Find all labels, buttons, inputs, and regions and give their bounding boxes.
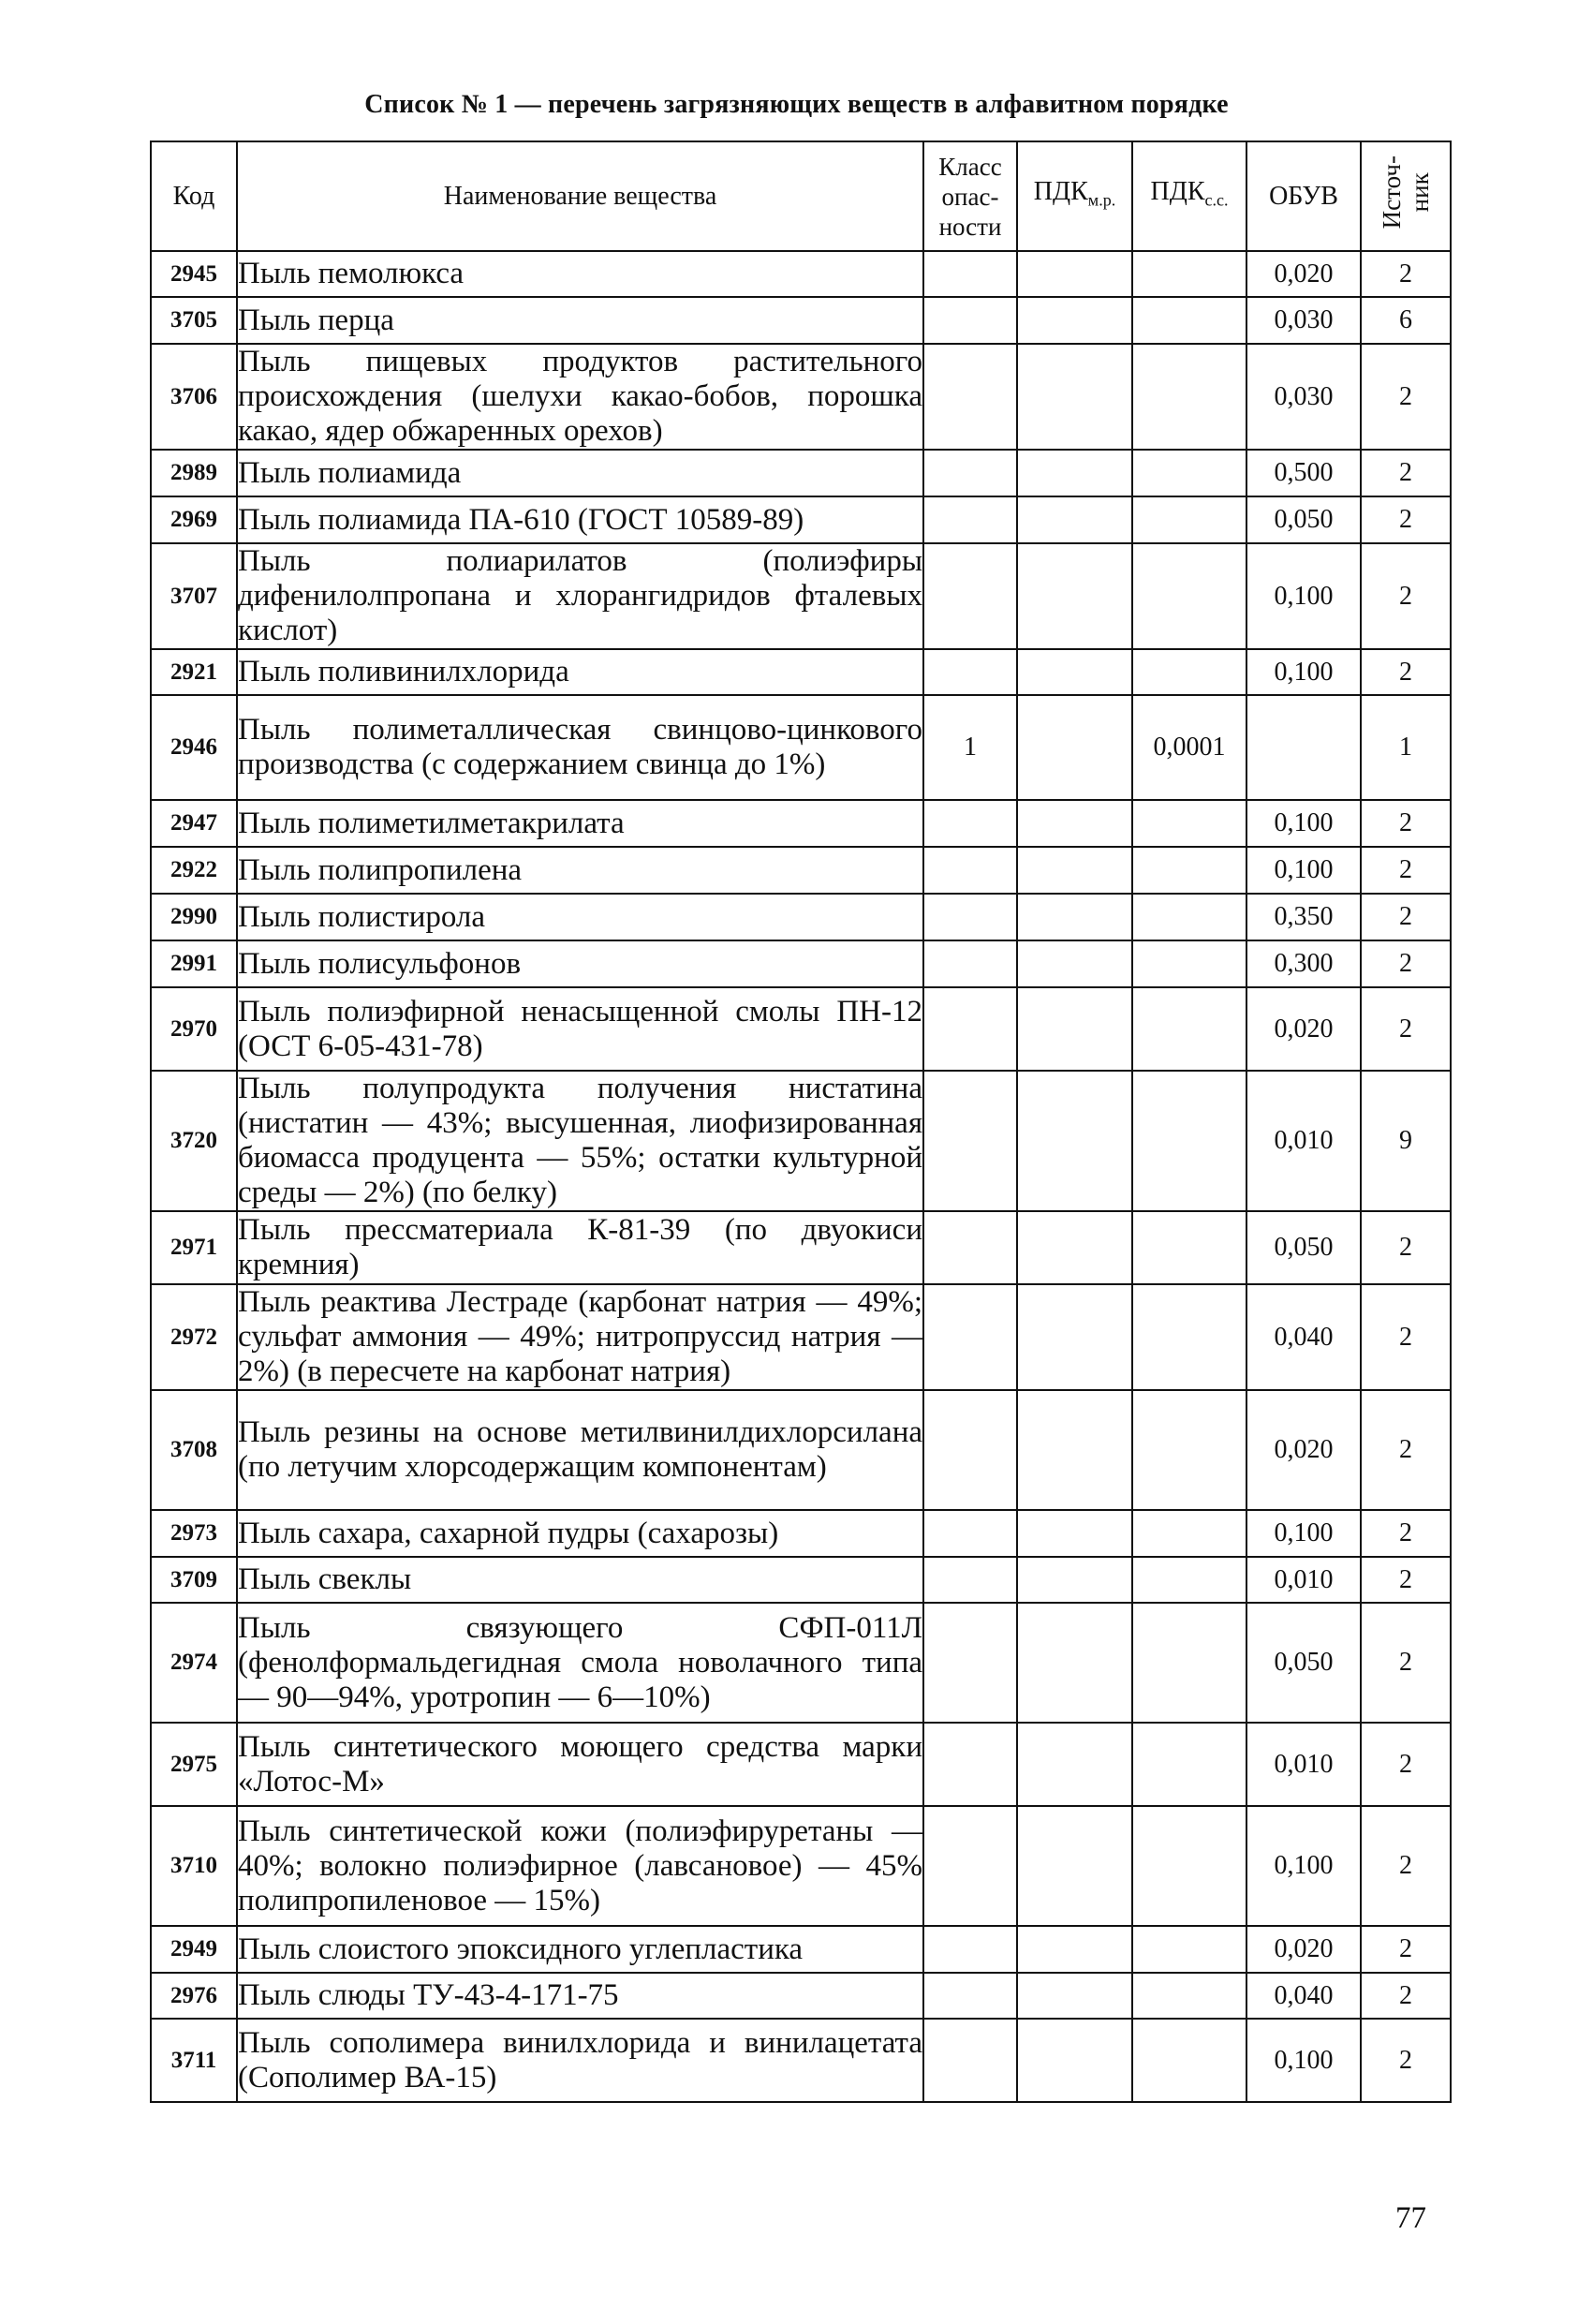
row-source: 2	[1361, 1211, 1451, 1284]
row-name: Пыль полиметаллическая свинцово-цинкового производства (с содержанием свинца до 1%)	[237, 695, 923, 800]
table-row	[151, 1284, 1451, 1390]
row-pdk-mr	[1017, 1071, 1132, 1211]
row-name: Пыль полупродукта получения нистатина (нистатин — 43%; высушенная, лиофизированная биомасса продуцента — 55%; остатки культурной среды — 2%) (по белку)	[238, 1072, 922, 1209]
row-name: Пыль полистирола	[237, 894, 923, 940]
row-hazard-class	[923, 297, 1017, 344]
row-pdk-mr	[1017, 1806, 1132, 1926]
row-pdk-mr	[1017, 1603, 1132, 1723]
row-name: Пыль поливинилхлорида	[237, 649, 923, 695]
header-pdk-ss-sub: с.с.	[1204, 190, 1229, 210]
table-row	[151, 695, 1451, 800]
row-obuv: 0,050	[1246, 1211, 1361, 1284]
row-pdk-ss	[1132, 297, 1246, 344]
table-row	[151, 1926, 1451, 1973]
row-name: Пыль полисульфонов	[237, 940, 923, 987]
row-obuv: 0,040	[1246, 1973, 1361, 2019]
row-name: Пыль перца	[237, 297, 923, 344]
row-hazard-class	[923, 344, 1017, 450]
header-obuv: ОБУВ	[1246, 141, 1361, 251]
row-name: Пыль полиамида ПА-610 (ГОСТ 10589-89)	[237, 496, 923, 543]
row-pdk-mr	[1017, 496, 1132, 543]
row-obuv: 0,100	[1246, 1806, 1361, 1926]
row-pdk-ss	[1132, 450, 1246, 496]
row-obuv: 0,010	[1246, 1071, 1361, 1211]
header-hazard-class	[923, 141, 1017, 251]
row-obuv: 0,020	[1246, 251, 1361, 297]
row-code: 2972	[151, 1284, 237, 1390]
row-pdk-ss	[1132, 2019, 1246, 2102]
row-source: 2	[1361, 251, 1451, 297]
row-hazard-class	[923, 940, 1017, 987]
row-hazard-class	[923, 847, 1017, 894]
row-hazard-class	[923, 987, 1017, 1071]
header-name: Наименование вещества	[237, 141, 923, 251]
table-row	[151, 1390, 1451, 1510]
table-body	[151, 251, 1451, 2102]
row-source: 2	[1361, 940, 1451, 987]
row-pdk-mr	[1017, 2019, 1132, 2102]
row-obuv: 0,500	[1246, 450, 1361, 496]
row-obuv: 0,020	[1246, 1390, 1361, 1510]
row-name: Пыль полиамида	[237, 450, 923, 496]
table-row	[151, 344, 1451, 450]
row-hazard-class	[923, 251, 1017, 297]
row-source: 2	[1361, 1926, 1451, 1973]
row-hazard-class	[923, 450, 1017, 496]
row-name: Пыль сополимера винилхлорида и винилацетата (Сополимер ВА-15)	[237, 2019, 923, 2102]
row-hazard-class	[923, 543, 1017, 649]
row-obuv: 0,100	[1246, 1510, 1361, 1557]
header-pdk-ss-label: ПДК	[1150, 177, 1205, 207]
row-obuv: 0,100	[1246, 543, 1361, 649]
row-code: 3710	[151, 1806, 237, 1926]
row-obuv: 0,100	[1246, 800, 1361, 847]
row-hazard-class	[923, 1510, 1017, 1557]
row-pdk-mr	[1017, 940, 1132, 987]
row-pdk-mr	[1017, 251, 1132, 297]
row-obuv: 0,350	[1246, 894, 1361, 940]
row-pdk-ss: 0,0001	[1132, 695, 1246, 800]
row-code: 2921	[151, 649, 237, 695]
row-name: Пыль синтетической кожи (полиэфируретаны — 40%; волокно полиэфирное (лавсановое) — 45% полипропиленовое — 15%)	[237, 1806, 923, 1926]
table-row	[151, 1806, 1451, 1926]
row-hazard-class	[923, 1071, 1017, 1211]
row-source: 2	[1361, 1284, 1451, 1390]
row-source: 2	[1361, 987, 1451, 1071]
row-pdk-ss	[1132, 1926, 1246, 1973]
table-row	[151, 2019, 1451, 2102]
row-pdk-ss	[1132, 543, 1246, 649]
row-name: Пыль полиарилатов (полиэфиры дифенилолпропана и хлорангидридов фталевых кислот)	[238, 544, 922, 647]
row-source: 2	[1361, 800, 1451, 847]
row-pdk-mr	[1017, 1723, 1132, 1806]
row-pdk-ss	[1132, 1603, 1246, 1723]
row-hazard-class	[923, 1806, 1017, 1926]
row-code: 2976	[151, 1973, 237, 2019]
row-code: 2969	[151, 496, 237, 543]
row-source: 2	[1361, 1557, 1451, 1603]
row-obuv: 0,010	[1246, 1723, 1361, 1806]
row-hazard-class	[923, 1390, 1017, 1510]
substance-table	[150, 141, 1452, 2103]
row-pdk-mr	[1017, 1211, 1132, 1284]
table-row	[151, 1510, 1451, 1557]
row-obuv: 0,100	[1246, 649, 1361, 695]
row-code: 2971	[151, 1211, 237, 1284]
table-row	[151, 297, 1451, 344]
row-code: 2989	[151, 450, 237, 496]
page-number: 77	[1395, 2201, 1426, 2235]
row-pdk-ss	[1132, 1973, 1246, 2019]
row-code: 3708	[151, 1390, 237, 1510]
row-name: Пыль слюды ТУ-43-4-171-75	[237, 1973, 923, 2019]
row-pdk-ss	[1132, 649, 1246, 695]
row-name: Пыль сахара, сахарной пудры (сахарозы)	[237, 1510, 923, 1557]
row-hazard-class	[923, 1211, 1017, 1284]
row-source: 2	[1361, 1603, 1451, 1723]
row-pdk-ss	[1132, 1284, 1246, 1390]
row-name: Пыль свеклы	[237, 1557, 923, 1603]
table-row	[151, 649, 1451, 695]
row-obuv: 0,020	[1246, 987, 1361, 1071]
row-name: Пыль слоистого эпоксидного углепластика	[237, 1926, 923, 1973]
header-source	[1361, 141, 1451, 251]
row-hazard-class	[923, 1723, 1017, 1806]
row-source: 2	[1361, 1973, 1451, 2019]
row-pdk-mr	[1017, 800, 1132, 847]
row-pdk-ss	[1132, 344, 1246, 450]
header-hazard-class-label: Класс опас- ности	[938, 152, 1002, 241]
table-row	[151, 987, 1451, 1071]
row-code: 3707	[151, 543, 237, 649]
row-pdk-ss	[1132, 1071, 1246, 1211]
row-pdk-mr	[1017, 894, 1132, 940]
row-pdk-ss	[1132, 1510, 1246, 1557]
row-pdk-ss	[1132, 1723, 1246, 1806]
row-code: 2973	[151, 1510, 237, 1557]
row-pdk-ss	[1132, 800, 1246, 847]
table-header-row	[151, 141, 1451, 251]
row-obuv: 0,030	[1246, 344, 1361, 450]
table-row	[151, 800, 1451, 847]
row-hazard-class	[923, 1973, 1017, 2019]
header-code: Код	[151, 141, 237, 251]
row-code: 2975	[151, 1723, 237, 1806]
row-pdk-ss	[1132, 847, 1246, 894]
row-name: Пыль синтетического моющего средства марки «Лотос-М»	[237, 1723, 923, 1806]
row-code: 2922	[151, 847, 237, 894]
row-pdk-mr	[1017, 847, 1132, 894]
row-code: 3720	[151, 1071, 237, 1211]
table-row	[151, 1211, 1451, 1284]
table-row	[151, 1973, 1451, 2019]
row-code: 2949	[151, 1926, 237, 1973]
row-code: 2974	[151, 1603, 237, 1723]
header-pdk-ss	[1132, 141, 1246, 251]
table-row	[151, 1071, 1451, 1211]
row-obuv: 0,050	[1246, 496, 1361, 543]
row-code: 2990	[151, 894, 237, 940]
row-code: 2946	[151, 695, 237, 800]
row-obuv: 0,100	[1246, 847, 1361, 894]
row-source: 2	[1361, 496, 1451, 543]
row-source: 2	[1361, 1390, 1451, 1510]
row-code: 2947	[151, 800, 237, 847]
table-row	[151, 496, 1451, 543]
row-pdk-mr	[1017, 1557, 1132, 1603]
row-obuv: 0,100	[1246, 2019, 1361, 2102]
row-source: 2	[1361, 1510, 1451, 1557]
row-hazard-class	[923, 1603, 1017, 1723]
row-obuv: 0,050	[1246, 1603, 1361, 1723]
row-hazard-class	[923, 649, 1017, 695]
table-row	[151, 894, 1451, 940]
header-pdk-mr-sub: м.р.	[1087, 190, 1116, 210]
table-row	[151, 251, 1451, 297]
row-hazard-class	[923, 894, 1017, 940]
row-source: 2	[1361, 543, 1451, 649]
row-code: 3709	[151, 1557, 237, 1603]
row-pdk-mr	[1017, 344, 1132, 450]
row-obuv: 0,010	[1246, 1557, 1361, 1603]
row-pdk-ss	[1132, 987, 1246, 1071]
row-code: 3706	[151, 344, 237, 450]
row-name: Пыль полиметилметакрилата	[237, 800, 923, 847]
row-source: 1	[1361, 695, 1451, 800]
row-hazard-class	[923, 2019, 1017, 2102]
table-row	[151, 543, 1451, 649]
row-pdk-mr	[1017, 1926, 1132, 1973]
row-source: 2	[1361, 847, 1451, 894]
row-name: Пыль реактива Лестраде (карбонат натрия — 49%; сульфат аммония — 49%; нитропруссид натрия — 2%) (в пересчете на карбонат натрия)	[238, 1285, 922, 1388]
table-row	[151, 1557, 1451, 1603]
row-pdk-ss	[1132, 1390, 1246, 1510]
row-code: 3711	[151, 2019, 237, 2102]
row-hazard-class	[923, 800, 1017, 847]
row-code: 2970	[151, 987, 237, 1071]
row-source: 2	[1361, 450, 1451, 496]
header-pdk-mr-label: ПДК	[1033, 177, 1088, 207]
row-source: 9	[1361, 1071, 1451, 1211]
row-obuv: 0,030	[1246, 297, 1361, 344]
row-pdk-ss	[1132, 940, 1246, 987]
row-source: 2	[1361, 894, 1451, 940]
header-source-label: Источ- ник	[1378, 155, 1434, 229]
row-source: 6	[1361, 297, 1451, 344]
row-pdk-mr	[1017, 1973, 1132, 2019]
row-name: Пыль пемолюкса	[237, 251, 923, 297]
header-pdk-mr	[1017, 141, 1132, 251]
row-pdk-ss	[1132, 894, 1246, 940]
row-source: 2	[1361, 344, 1451, 450]
row-pdk-mr	[1017, 543, 1132, 649]
row-pdk-ss	[1132, 496, 1246, 543]
page-title: Список № 1 — перечень загрязняющих веществ в алфавитном порядке	[364, 90, 1229, 119]
row-obuv	[1246, 695, 1361, 800]
row-pdk-mr	[1017, 1510, 1132, 1557]
row-pdk-ss	[1132, 1806, 1246, 1926]
row-obuv: 0,040	[1246, 1284, 1361, 1390]
row-source: 2	[1361, 1723, 1451, 1806]
row-pdk-mr	[1017, 649, 1132, 695]
row-hazard-class	[923, 1557, 1017, 1603]
table-row	[151, 1603, 1451, 1723]
row-obuv: 0,020	[1246, 1926, 1361, 1973]
table-row	[151, 1723, 1451, 1806]
row-name: Пыль полипропилена	[237, 847, 923, 894]
row-code: 2991	[151, 940, 237, 987]
row-code: 3705	[151, 297, 237, 344]
row-pdk-ss	[1132, 251, 1246, 297]
row-pdk-mr	[1017, 987, 1132, 1071]
row-pdk-mr	[1017, 450, 1132, 496]
row-source: 2	[1361, 1806, 1451, 1926]
row-name: Пыль полиэфирной ненасыщенной смолы ПН-12 (ОСТ 6-05-431-78)	[237, 987, 923, 1071]
row-pdk-mr	[1017, 695, 1132, 800]
row-name: Пыль пищевых продуктов растительного происхождения (шелухи какао-бобов, порошка какао, ядер обжаренных орехов)	[238, 345, 922, 448]
row-name: Пыль прессматериала К-81-39 (по двуокиси кремния)	[237, 1211, 923, 1284]
row-pdk-ss	[1132, 1557, 1246, 1603]
row-pdk-mr	[1017, 297, 1132, 344]
table-row	[151, 847, 1451, 894]
row-source: 2	[1361, 649, 1451, 695]
row-name: Пыль связующего СФП-011Л (фенолформальдегидная смола новолачного типа — 90—94%, уротропин — 6—10%)	[237, 1603, 923, 1723]
row-pdk-mr	[1017, 1284, 1132, 1390]
row-hazard-class	[923, 1926, 1017, 1973]
row-pdk-mr	[1017, 1390, 1132, 1510]
row-hazard-class	[923, 496, 1017, 543]
table-row	[151, 940, 1451, 987]
row-code: 2945	[151, 251, 237, 297]
table-row	[151, 450, 1451, 496]
row-name: Пыль резины на основе метилвинилдихлорсилана (по летучим хлорсодержащим компонентам)	[237, 1390, 923, 1510]
row-hazard-class: 1	[923, 695, 1017, 800]
row-pdk-ss	[1132, 1211, 1246, 1284]
row-hazard-class	[923, 1284, 1017, 1390]
row-source: 2	[1361, 2019, 1451, 2102]
row-obuv: 0,300	[1246, 940, 1361, 987]
